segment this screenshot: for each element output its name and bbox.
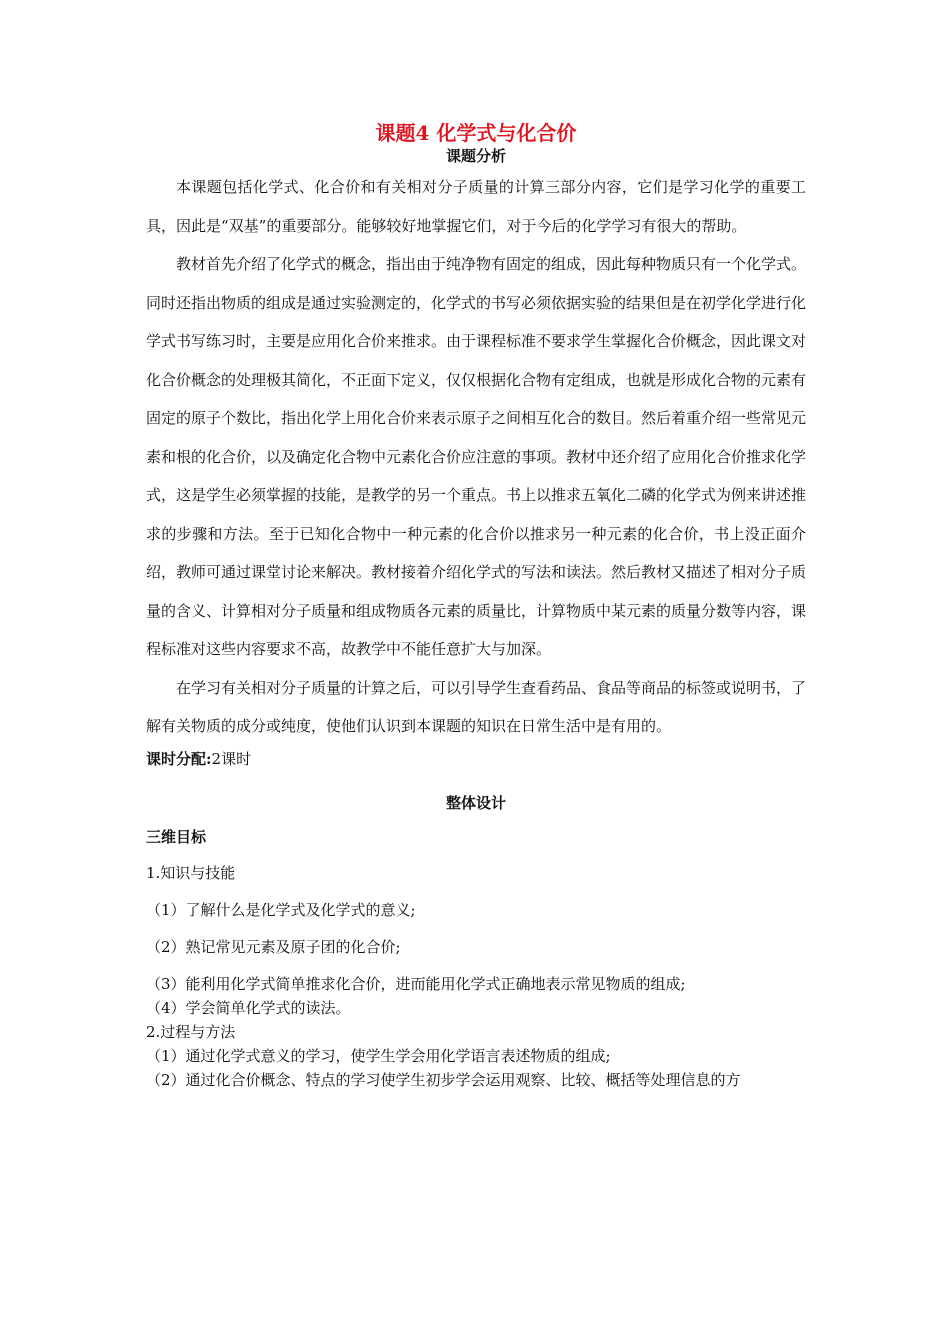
process-item: （1）通过化学式意义的学习，使学生学会用化学语言表述物质的组成; — [146, 1046, 611, 1065]
section-title: 整体设计 — [445, 793, 506, 812]
knowledge-item: （3）能利用化学式简单推求化合价，进而能用化学式正确地表示常见物质的组成; — [146, 974, 686, 993]
paragraph-intro: 本课题包括化学式、化合价和有关相对分子质量的计算三部分内容，它们是学习化学的重要工具，因此是“双基”的重要部分。能够较好地掌握它们，对于今后的化学学习有很大的帮助。 — [146, 178, 806, 235]
lesson-value: 2课时 — [211, 749, 252, 768]
process-item: （2）通过化合价概念、特点的学习使学生初步学会运用观察、比较、概括等处理信息的方 — [146, 1070, 741, 1089]
document-page — [146, 120, 806, 1093]
knowledge-item: （2）熟记常见元素及原子团的化合价; — [146, 937, 401, 956]
document-subtitle: 课题分析 — [445, 147, 506, 165]
goals-heading: 三维目标 — [146, 827, 207, 846]
paragraph-content: 教材首先介绍了化学式的概念，指出由于纯净物有固定的组成，因此每种物质只有一个化学式。同时还指出物质的组成是通过实验测定的，化学式的书写必须依据实验的结果但是在初学化学进行化学式书写练习时，主要是应用化合价来推求。由于课程标准不要求学生掌握化合价概念，因此课文对化合价概念的处理极其简化，不正面下定义，仅仅根据化合物有定组成，也就是形成化合物的元素有固定的原子个数比，指出化学上用化合价来表示原子之间相互化合的数目。然后着重介绍一些常见元素和根的化合价，以及确定化合物中元素化合价应注意的事项。教材中还介绍了应用化合价推求化学式，这是学生必须掌握的技能，是教学的另一个重点。书上以推求五氧化二磷的化学式为例来讲述推求的步骤和方法。至于已知化合物中一种元素的化合价以推求另一种元素的化合价，书上没正面介绍，教师可通过课堂讨论来解决。教材接着介绍化学式的写法和读法。然后教材又描述了相对分子质量的含义、计算相对分子质量和组成物质各元素的质量比，计算物质中某元素的质量分数等内容，课程标准对这些内容要求不高，故教学中不能任意扩大与加深。 — [146, 255, 807, 658]
knowledge-heading: 1.知识与技能 — [146, 863, 236, 882]
process-heading: 2.过程与方法 — [146, 1022, 236, 1041]
knowledge-item: （1）了解什么是化学式及化学式的意义; — [146, 900, 416, 919]
document-title: 课题4 化学式与化合价 — [375, 121, 577, 145]
paragraph-application: 在学习有关相对分子质量的计算之后，可以引导学生查看药品、食品等商品的标签或说明书，了解有关物质的成分或纯度，使他们认识到本课题的知识在日常生活中是有用的。 — [146, 678, 807, 735]
lesson-label: 课时分配: — [146, 749, 212, 768]
lesson-allocation — [146, 746, 806, 772]
knowledge-item: （4）学会简单化学式的读法。 — [146, 998, 351, 1017]
